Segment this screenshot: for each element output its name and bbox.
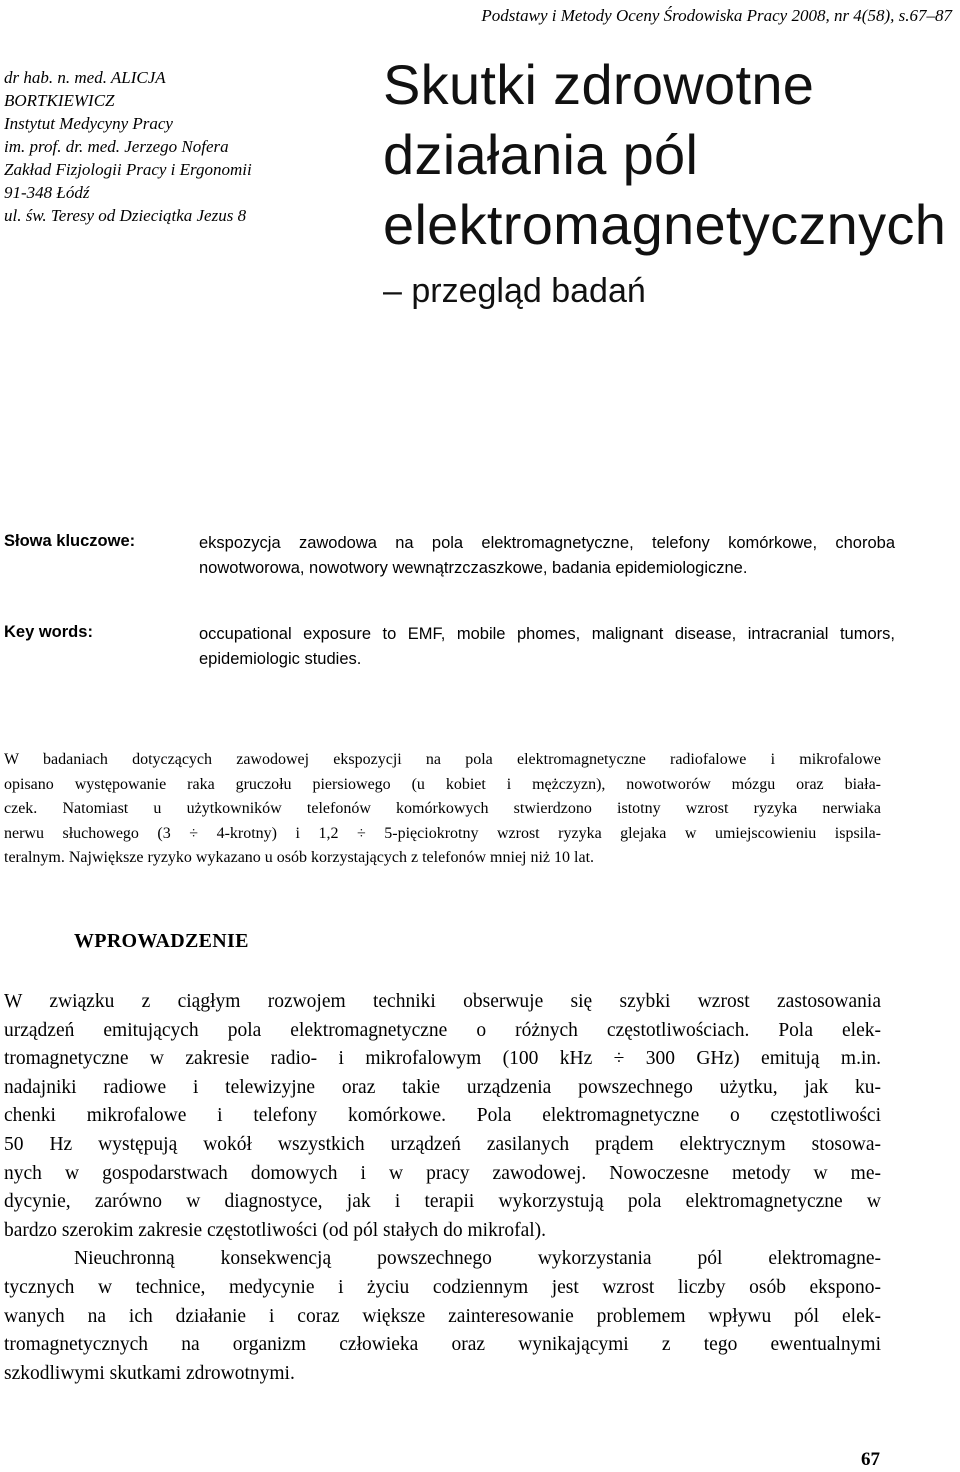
paragraph-2-line: wanych na ich działanie i coraz większe zainteresowanie problemem wpływu pól elek- — [4, 1305, 881, 1327]
page-number: 67 — [861, 1449, 880, 1470]
author-line: 91-348 Łódź — [4, 183, 90, 202]
paragraph-1-line: bardzo szerokim zakresie częstotliwości (od pól stałych do mikrofal). — [4, 1219, 547, 1241]
author-affiliation — [4, 66, 384, 227]
article-subtitle: – przegląd badań — [383, 272, 646, 310]
abstract-line: W badaniach dotyczących zawodowej ekspozycji na pola elektromagnetyczne radiofalowe i mikrofalowe — [4, 751, 881, 768]
author-line: dr hab. n. med. ALICJA — [4, 68, 166, 87]
abstract — [4, 748, 881, 871]
author-line: ul. św. Teresy od Dzieciątka Jezus 8 — [4, 206, 247, 225]
keywords-en-label: Key words: — [4, 623, 93, 641]
abstract-line: opisano występowanie raka gruczołu piersiowego (u kobiet i mężczyzn), nowotworów mózgu oraz biała- — [4, 775, 881, 793]
paragraph-2-line: tycznych w technice, medycynie i życiu codziennym jest wzrost liczby osób ekspono- — [4, 1276, 881, 1298]
paragraph-2-line: szkodliwymi skutkami zdrowotnymi. — [4, 1362, 295, 1384]
abstract-line: czek. Natomiast u użytkowników telefonów komórkowych stwierdzono istotny wzrost ryzyka nerwiaka — [4, 800, 881, 817]
keywords-pl-text: ekspozycja zawodowa na pola elektromagnetyczne, telefony komórkowe, choroba nowotworowa, nowotwory wewnątrzczaszkowe, badania epidemiologiczne. — [199, 534, 895, 577]
author-line: BORTKIEWICZ — [4, 91, 115, 110]
article-title — [383, 50, 953, 260]
paragraph-1-line: tromagnetyczne w zakresie radio- i mikrofalowym (100 kHz ÷ 300 GHz) emitują m.in. — [4, 1048, 881, 1070]
body-text — [4, 988, 881, 1388]
author-line: im. prof. dr. med. Jerzego Nofera — [4, 137, 229, 156]
title-line: działania pól — [383, 123, 699, 186]
paragraph-1-line: 50 Hz występują wokół wszystkich urządzeń zasilanych prądem elektrycznym stosowa- — [4, 1133, 881, 1155]
keywords-pl-label: Słowa kluczowe: — [4, 532, 136, 550]
abstract-line: nerwu słuchowego (3 ÷ 4-krotny) i 1,2 ÷ 5-pięciokrotny wzrost ryzyka glejaka w umiejscowieniu ispsila- — [4, 824, 881, 842]
paragraph-1-line: nych w gospodarstwach domowych i w pracy zawodowej. Nowoczesne metody w me- — [4, 1162, 881, 1184]
paragraph-2-line: tromagnetycznych na organizm człowieka oraz wynikającymi z tego ewentualnymi — [4, 1334, 881, 1356]
paragraph-1-line: nadajniki radiowe i telewizyjne oraz takie urządzenia powszechnego użytku, jak ku- — [4, 1076, 881, 1098]
title-line: Skutki zdrowotne — [383, 53, 815, 116]
paragraph-1-line: urządzeń emitujących pola elektromagnetyczne o różnych częstotliwościach. Pola elek- — [4, 1019, 881, 1041]
journal-header: Podstawy i Metody Oceny Środowiska Pracy 2008, nr 4(58), s.67–87 — [481, 6, 952, 25]
title-line: elektromagnetycznych — [383, 193, 947, 256]
paragraph-1-line: dycynie, zarówno w diagnostyce, jak i terapii wykorzystują pola elektromagnetyczne w — [4, 1191, 881, 1213]
paragraph-2-line: Nieuchronną konsekwencją powszechnego wykorzystania pól elektromagne- — [74, 1248, 881, 1270]
abstract-line: teralnym. Największe ryzyko wykazano u osób korzystających z telefonów mniej niż 10 lat. — [4, 849, 595, 866]
keywords-en-text: occupational exposure to EMF, mobile phomes, malignant disease, intracranial tumors, epidemiologic studies. — [199, 625, 895, 668]
paragraph-1-line: W związku z ciągłym rozwojem techniki obserwuje się szybki wzrost zastosowania — [4, 991, 881, 1012]
section-heading: WPROWADZENIE — [74, 930, 249, 952]
paragraph-1-line: chenki mikrofalowe i telefony komórkowe. Pola elektromagnetyczne o częstotliwości — [4, 1105, 881, 1127]
author-line: Zakład Fizjologii Pracy i Ergonomii — [4, 160, 252, 179]
author-line: Instytut Medycyny Pracy — [4, 114, 173, 133]
